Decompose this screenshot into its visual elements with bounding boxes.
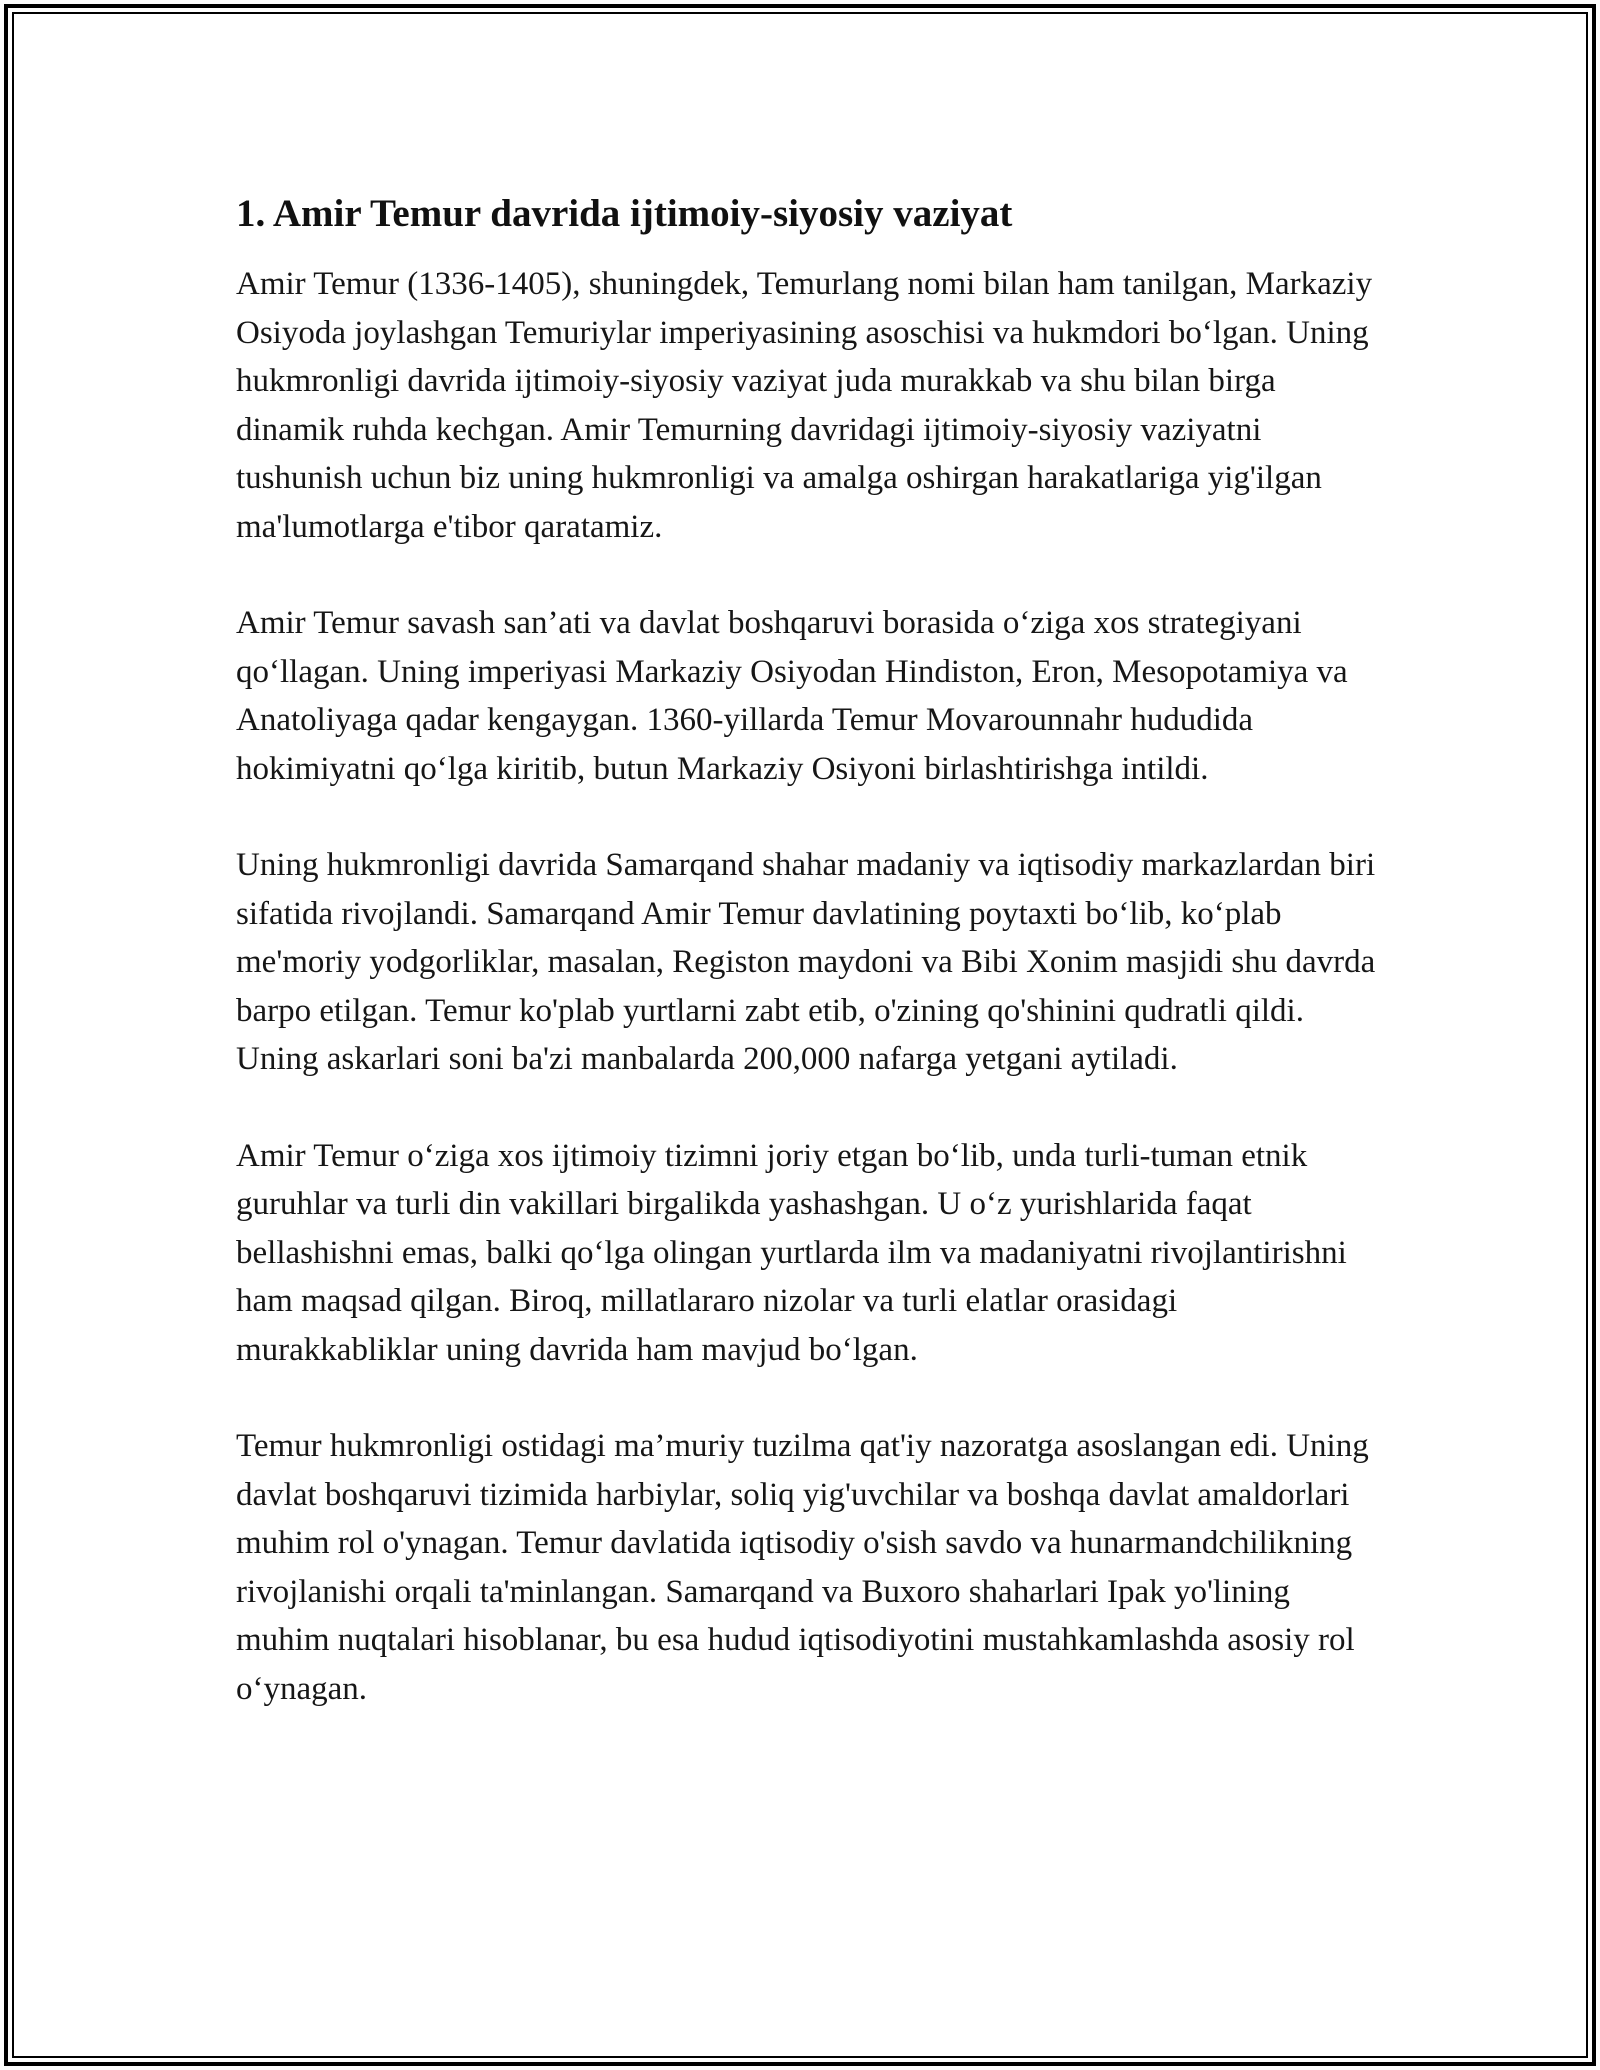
paragraph-4: Amir Temur o‘ziga xos ijtimoiy tizimni joriy etgan bo‘lib, unda turli-tuman etnik guruhlar va turli din vakillari birgalikda yashashgan. U o‘z yurishlarida faqat bellashishni emas, balki qo‘lga olingan yurtlarda ilm va madaniyatni rivojlantirishni ham maqsad qilgan. Biroq, millatlararo nizolar va turli elatlar orasidagi murakkabliklar uning davrida ham mavjud bo‘lgan.	[236, 1137, 1347, 1368]
section-heading: 1. Amir Temur davrida ijtimoiy-siyosiy vaziyat	[236, 192, 1013, 235]
paragraph-2: Amir Temur savash san’ati va davlat boshqaruvi borasida o‘ziga xos strategiyani qo‘llagan. Uning imperiyasi Markaziy Osiyodan Hindiston, Eron, Mesopotamiya va Anatoliyaga qadar kengaygan. 1360-yillarda Temur Movarounnahr hududida hokimiyatni qo‘lga kiritib, butun Markaziy Osiyoni birlashtirishga intildi.	[236, 605, 1348, 787]
paragraph-5: Temur hukmronligi ostidagi ma’muriy tuzilma qat'iy nazoratga asoslangan edi. Uning davlat boshqaruvi tizimida harbiylar, soliq yig'uvchilar va boshqa davlat amaldorlari muhim rol o'ynagan. Temur davlatida iqtisodiy o'sish savdo va hunarmandchilikning rivojlanishi orqali ta'minlangan. Samarqand va Buxoro shaharlari Ipak yo'lining muhim nuqtalari hisoblanar, bu esa hudud iqtisodiyotini mustahkamlashda asosiy rol o‘ynagan.	[236, 1428, 1369, 1707]
paragraph-3: Uning hukmronligi davrida Samarqand shahar madaniy va iqtisodiy markazlardan biri sifatida rivojlandi. Samarqand Amir Temur davlatining poytaxti bo‘lib, ko‘plab me'moriy yodgorliklar, masalan, Registon maydoni va Bibi Xonim masjidi shu davrda barpo etilgan. Temur ko'plab yurtlarni zabt etib, o'zining qo'shinini qudratli qildi. Uning askarlari soni ba'zi manbalarda 200,000 nafarga yetgani aytiladi.	[236, 847, 1376, 1077]
document-body	[236, 188, 1376, 1761]
paragraph-1: Amir Temur (1336-1405), shuningdek, Temurlang nomi bilan ham tanilgan, Markaziy Osiyoda joylashgan Temuriylar imperiyasining asoschisi va hukmdori bo‘lgan. Uning hukmronligi davrida ijtimoiy-siyosiy vaziyat juda murakkab va shu bilan birga dinamik ruhda kechgan. Amir Temurning davridagi ijtimoiy-siyosiy vaziyatni tushunish uchun biz uning hukmronligi va amalga oshirgan harakatlariga yig'ilgan ma'lumotlarga e'tibor qaratamiz.	[236, 266, 1373, 545]
